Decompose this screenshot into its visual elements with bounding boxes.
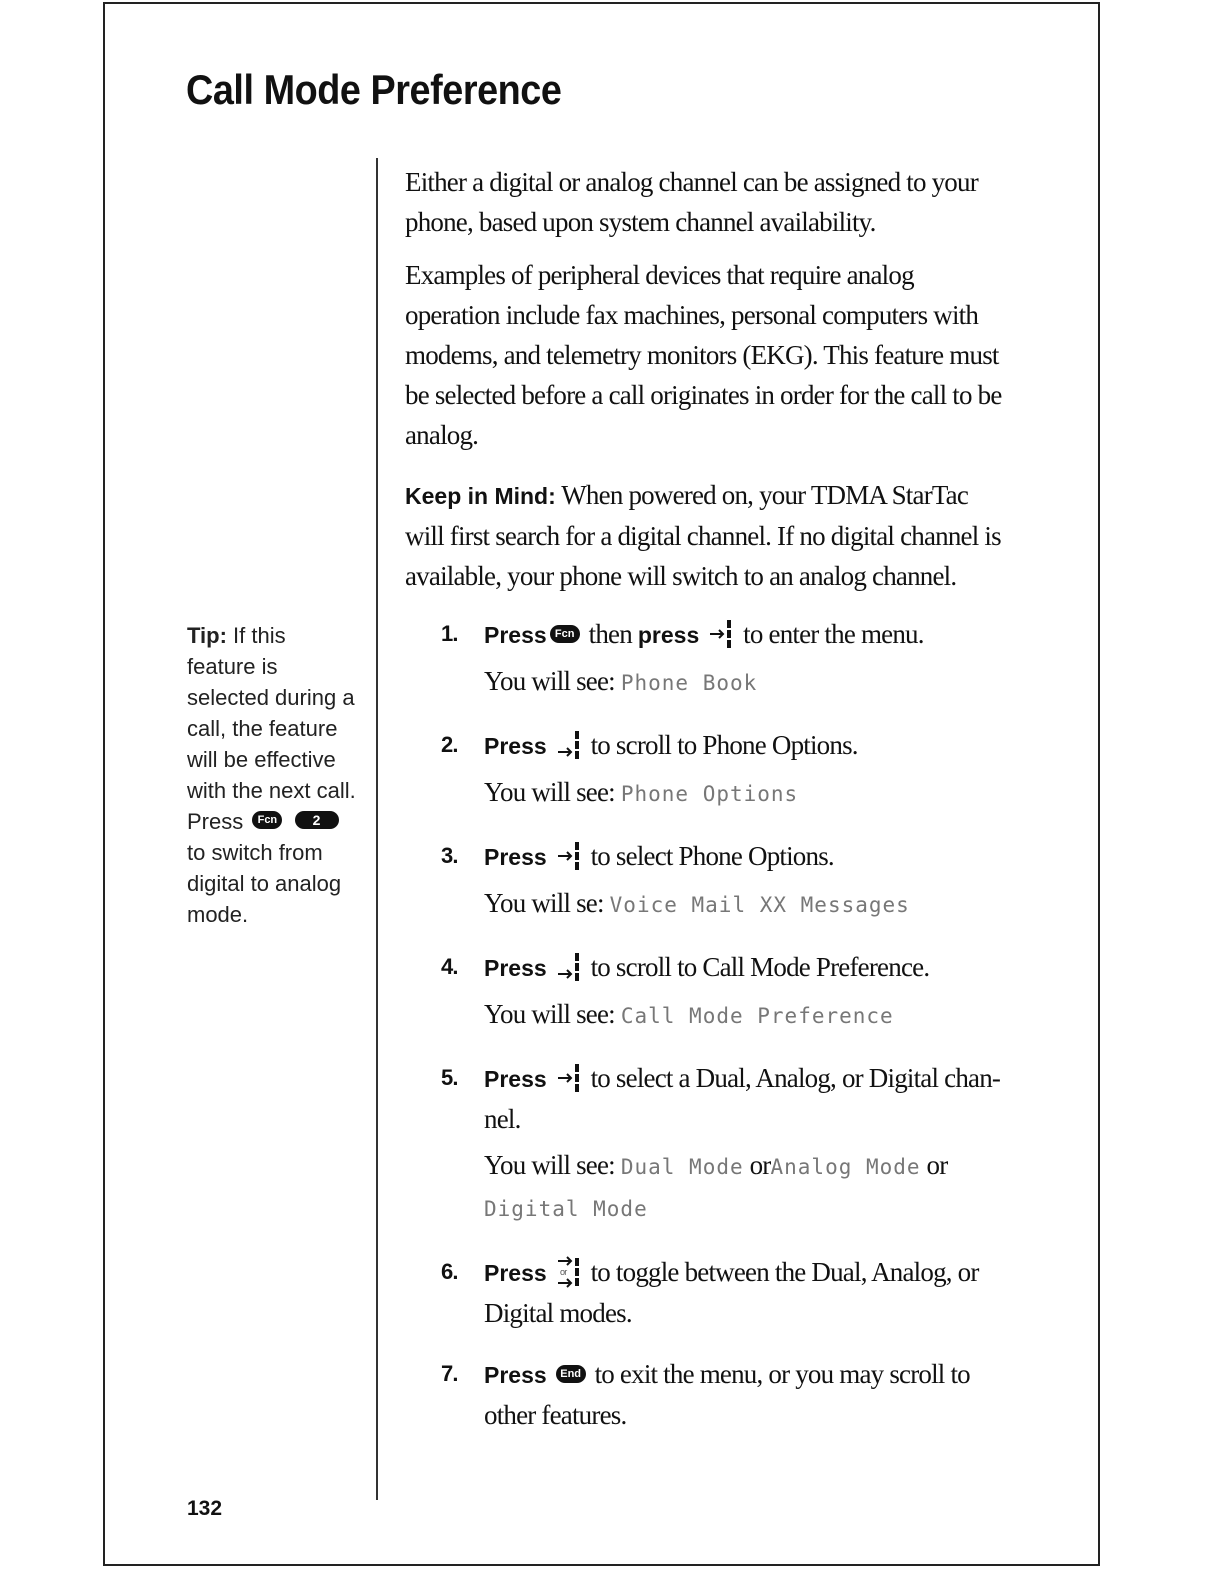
fcn-key-icon: Fcn bbox=[252, 811, 282, 829]
end-key-icon: End bbox=[556, 1365, 586, 1383]
display-text-analog: Analog Mode bbox=[770, 1155, 921, 1179]
display-text: Phone Book bbox=[620, 671, 758, 695]
press-label: Press bbox=[484, 844, 547, 870]
step-number: 3. bbox=[441, 843, 458, 868]
step-number: 7. bbox=[441, 1361, 458, 1386]
step-text: to toggle between the Dual, Analog, or bbox=[590, 1257, 979, 1287]
page-title: Call Mode Preference bbox=[186, 66, 562, 113]
step-number: 2. bbox=[441, 732, 458, 757]
you-will-see-label: You will se: bbox=[484, 888, 604, 918]
intro-paragraph-2: Examples of peripheral devices that require analog operation include fax machines, personal computers with modems, and telemetry monitors (EKG). This feature must be selected before a call originates in order for the call to be analog. bbox=[405, 260, 1002, 450]
you-will-see-label: You will see: bbox=[484, 1150, 615, 1180]
step-text: to scroll to Call Mode Preference. bbox=[590, 952, 930, 982]
press-label: Press bbox=[484, 733, 547, 759]
key-2-icon: 2 bbox=[295, 811, 339, 829]
step-text: to select a Dual, Analog, or Digital chan- bbox=[590, 1063, 1001, 1093]
select-right-icon bbox=[709, 617, 733, 651]
step-text-cont: other features. bbox=[484, 1400, 627, 1430]
press-label: Press bbox=[484, 955, 547, 981]
step-text-cont: nel. bbox=[484, 1104, 521, 1134]
step-number: 4. bbox=[441, 954, 458, 979]
tip-text-end: to switch from digital to analog mode. bbox=[187, 840, 342, 927]
display-text-digital: Digital Mode bbox=[484, 1197, 648, 1221]
press-label: Press bbox=[484, 622, 547, 648]
or-label: or bbox=[926, 1150, 948, 1180]
press-label: Press bbox=[484, 1260, 547, 1286]
or-label: or bbox=[749, 1150, 771, 1180]
intro-paragraph-1: Either a digital or analog channel can be assigned to your phone, based upon system channel availability. bbox=[405, 167, 978, 237]
display-text: Phone Options bbox=[620, 782, 799, 806]
toggle-scroll-icon bbox=[557, 1255, 581, 1289]
step-text: to enter the menu. bbox=[743, 619, 924, 649]
scroll-down-icon bbox=[557, 950, 581, 984]
display-text-dual: Dual Mode bbox=[620, 1155, 744, 1179]
step-number: 6. bbox=[441, 1259, 458, 1284]
column-divider bbox=[376, 158, 378, 1500]
tip-text: If this feature is selected during a call, the feature will be effective with the next call. Press bbox=[187, 623, 356, 834]
tip-sidebar bbox=[187, 620, 357, 930]
display-text: Voice Mail XX Messages bbox=[609, 893, 910, 917]
you-will-see-label: You will see: bbox=[484, 666, 615, 696]
step-text-cont: Digital modes. bbox=[484, 1298, 632, 1328]
you-will-see-label: You will see: bbox=[484, 999, 615, 1029]
page-number: 132 bbox=[187, 1497, 223, 1520]
you-will-see-label: You will see: bbox=[484, 777, 615, 807]
step-text: to scroll to Phone Options. bbox=[590, 730, 858, 760]
select-right-icon bbox=[557, 1061, 581, 1095]
select-right-icon bbox=[557, 839, 581, 873]
press-label: Press bbox=[484, 1066, 547, 1092]
press-label: Press bbox=[484, 1362, 547, 1388]
step-text: to exit the menu, or you may scroll to bbox=[594, 1359, 970, 1389]
step-text: to select Phone Options. bbox=[590, 841, 834, 871]
toggle-or-label: or bbox=[559, 1266, 567, 1277]
tip-label: Tip: bbox=[187, 623, 227, 648]
fcn-key-icon: Fcn bbox=[550, 625, 580, 643]
keep-in-mind-text: When powered on, your TDMA StarTac will first search for a digital channel. If no digital channel is available, your phone will switch to an analog channel. bbox=[405, 480, 1001, 591]
keep-in-mind-note bbox=[405, 475, 1005, 596]
then-label: then bbox=[588, 619, 632, 649]
scroll-down-icon bbox=[557, 728, 581, 762]
press-label-2: press bbox=[637, 622, 700, 648]
display-text: Call Mode Preference bbox=[620, 1004, 894, 1028]
keep-in-mind-label: Keep in Mind: bbox=[405, 483, 556, 509]
step-number: 5. bbox=[441, 1065, 458, 1090]
step-number: 1. bbox=[441, 621, 458, 646]
